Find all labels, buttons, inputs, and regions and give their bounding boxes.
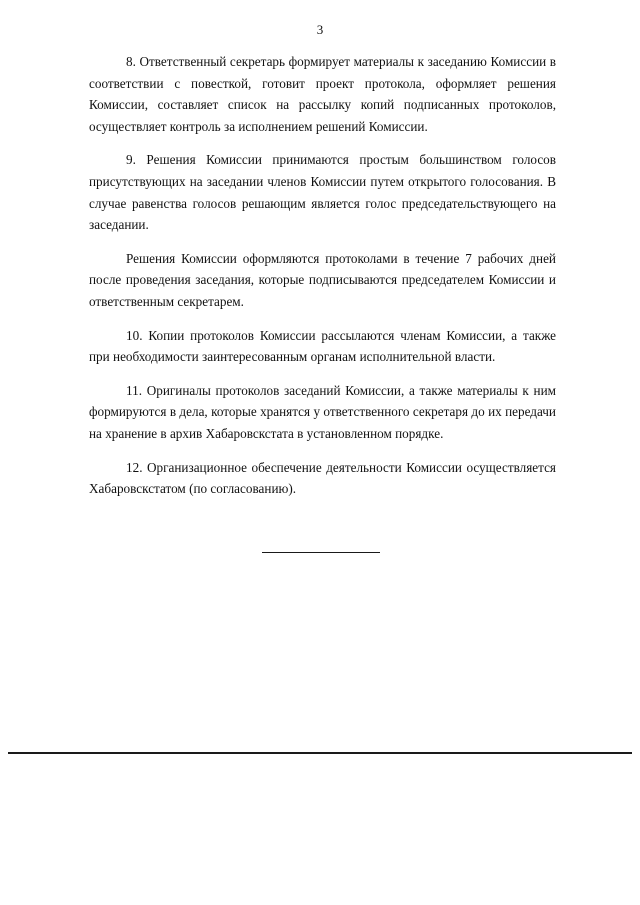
end-of-text-divider <box>262 552 380 553</box>
paragraph-decisions-protocol: Решения Комиссии оформляются протоколами в течение 7 рабочих дней после проведения заседания, которые подписываются председателем Комиссии и ответственным секретарем. <box>89 250 556 309</box>
paragraph-item-8: 8. Ответственный секретарь формирует материалы к заседанию Комиссии в соответствии с повесткой, готовит проект протокола, оформляет решения Комиссии, составляет список на рассылку копий подписанных протоколов, осуществляет контроль за исполнением решений Комиссии. <box>89 54 556 134</box>
page-number: 3 <box>316 22 324 37</box>
paragraph-item-10: 10. Копии протоколов Комиссии рассылаются членам Комиссии, а также при необходимости заинтересованным органам исполнительной власти. <box>89 327 556 365</box>
page-bottom-divider <box>8 752 632 754</box>
paragraph-item-11: 11. Оригиналы протоколов заседаний Комиссии, а также материалы к ним формируются в дела, которые хранятся у ответственного секретаря до их передачи на хранение в архив Хабаровскстата в установленном порядке. <box>89 382 556 441</box>
paragraph-item-12: 12. Организационное обеспечение деятельности Комиссии осуществляется Хабаровскстатом (по согласованию). <box>89 459 556 497</box>
paragraph-item-9: 9. Решения Комиссии принимаются простым большинством голосов присутствующих на заседании членов Комиссии путем открытого голосования. В случае равенства голосов решающим является голос председательствующего на заседании. <box>89 152 556 233</box>
document-body <box>89 51 556 512</box>
